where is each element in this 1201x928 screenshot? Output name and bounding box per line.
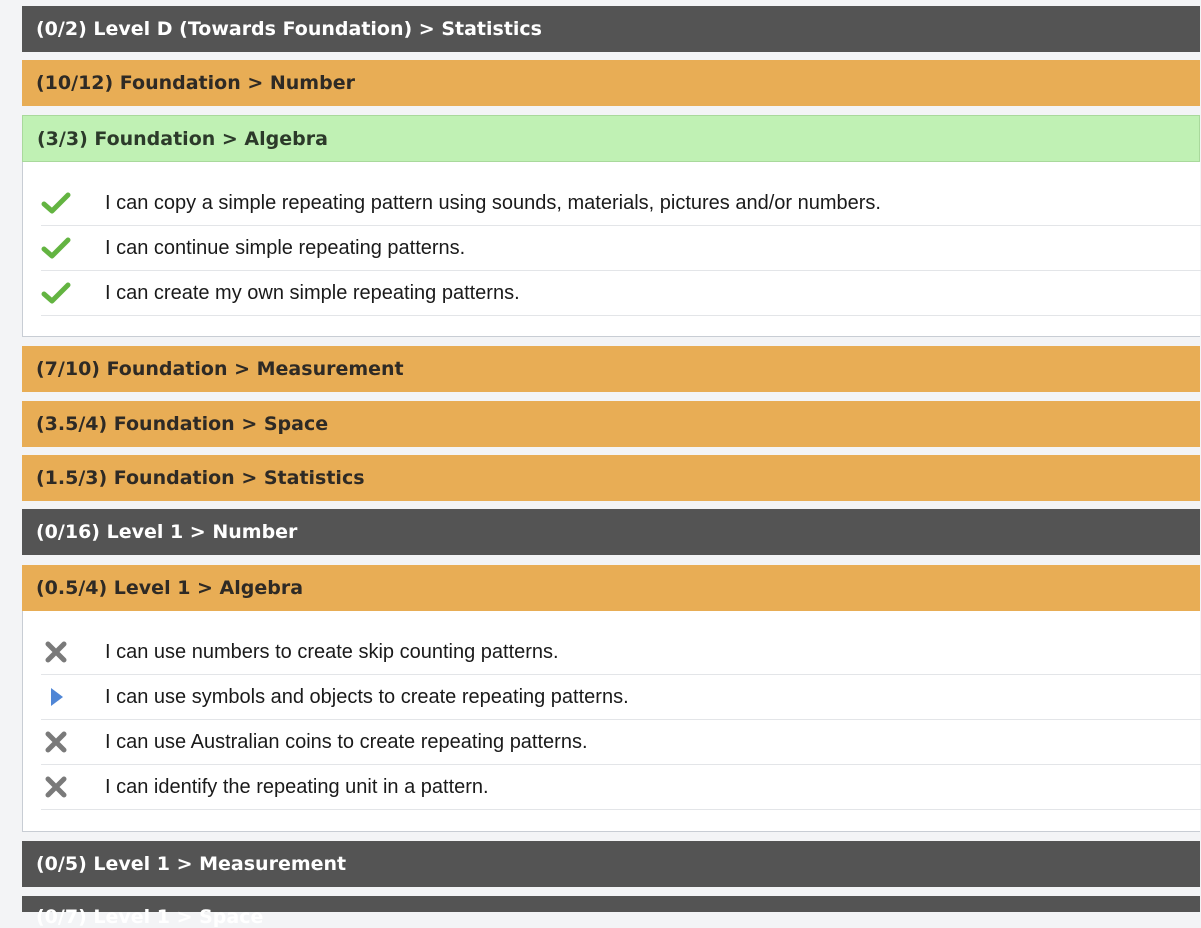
list-item	[41, 720, 1201, 765]
group-header-level1-number[interactable]	[22, 509, 1200, 555]
item-text: I can create my own simple repeating patterns.	[105, 281, 520, 304]
item-text: I can use symbols and objects to create repeating patterns.	[105, 685, 629, 708]
group-header-level1-measurement[interactable]	[22, 841, 1200, 887]
group-header-label: (3/3) Foundation > Algebra	[37, 127, 328, 150]
list-item	[41, 271, 1201, 316]
group-panel-foundation-algebra	[22, 162, 1200, 337]
group-header-foundation-measurement[interactable]	[22, 346, 1200, 392]
group-panel-level1-algebra	[22, 611, 1200, 832]
item-text: I can continue simple repeating patterns.	[105, 236, 466, 259]
cross-icon	[41, 637, 71, 667]
list-item	[41, 181, 1201, 226]
cross-icon	[41, 727, 71, 757]
check-icon	[41, 233, 71, 263]
item-text: I can copy a simple repeating pattern using sounds, materials, pictures and/or numbers.	[105, 191, 881, 214]
check-icon	[41, 188, 71, 218]
group-header-label: (0/7) Level 1 > Space	[36, 906, 264, 928]
list-item	[41, 675, 1201, 720]
item-text: I can use Australian coins to create repeating patterns.	[105, 730, 588, 753]
group-header-foundation-algebra[interactable]	[22, 115, 1200, 162]
group-header-label: (0.5/4) Level 1 > Algebra	[36, 577, 304, 599]
group-header-level1-space[interactable]	[22, 896, 1200, 928]
group-header-foundation-number[interactable]	[22, 60, 1200, 106]
play-arrow-icon	[41, 682, 71, 712]
group-header-foundation-space[interactable]	[22, 401, 1200, 447]
cross-icon	[41, 772, 71, 802]
group-header-label: (10/12) Foundation > Number	[36, 72, 355, 94]
group-header-label: (0/2) Level D (Towards Foundation) > Statistics	[36, 18, 542, 40]
list-item	[41, 765, 1201, 810]
group-header-label: (7/10) Foundation > Measurement	[36, 358, 404, 380]
item-text: I can use numbers to create skip counting patterns.	[105, 640, 559, 663]
group-header-level1-algebra[interactable]	[22, 565, 1200, 611]
list-item	[41, 630, 1201, 675]
group-header-label: (3.5/4) Foundation > Space	[36, 413, 329, 435]
group-header-foundation-statistics[interactable]	[22, 455, 1200, 501]
check-icon	[41, 278, 71, 308]
item-text: I can identify the repeating unit in a pattern.	[105, 775, 489, 798]
group-header-level-d-statistics[interactable]	[22, 6, 1200, 52]
list-item	[41, 226, 1201, 271]
group-header-label: (0/5) Level 1 > Measurement	[36, 853, 347, 875]
left-margin	[0, 0, 22, 912]
group-header-label: (0/16) Level 1 > Number	[36, 521, 298, 543]
group-header-label: (1.5/3) Foundation > Statistics	[36, 467, 365, 489]
